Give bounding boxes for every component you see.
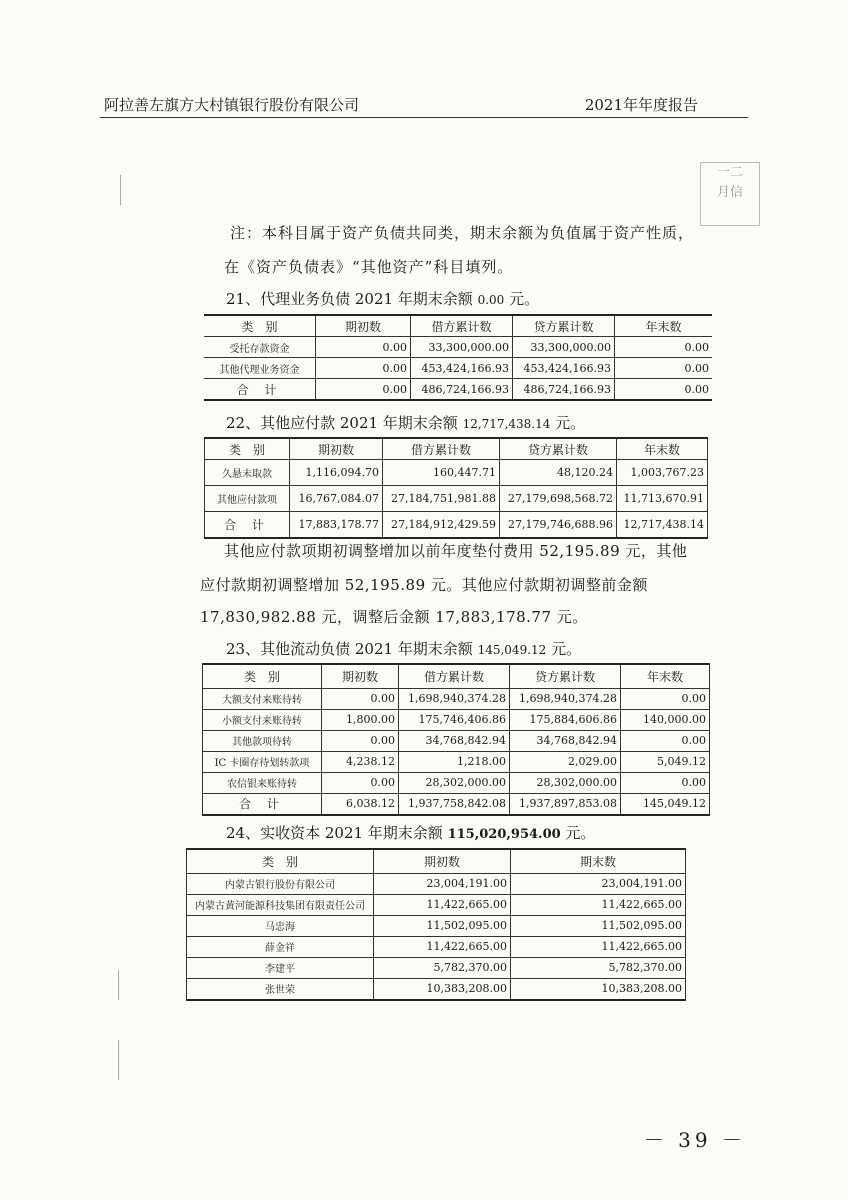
- heading-text: 24、实收资本 2021 年期末余额: [226, 824, 448, 842]
- col-header: 期初数: [322, 664, 399, 688]
- table-22: [204, 437, 708, 539]
- table-cell: 马忠海: [187, 915, 374, 936]
- table-total-row: [204, 379, 712, 401]
- table-total-row: [203, 793, 710, 815]
- table-23: [202, 663, 710, 816]
- table-cell: 27,184,912,429.59: [383, 512, 500, 538]
- table-row: [205, 460, 708, 486]
- table-cell: 5,049.12: [621, 751, 710, 772]
- section-21-heading: [226, 288, 539, 309]
- table-cell: 0.00: [322, 730, 399, 751]
- col-header: 借方累计数: [399, 664, 510, 688]
- table-cell: 6,038.12: [322, 793, 399, 815]
- table-cell: 5,782,370.00: [374, 957, 511, 978]
- section-23-heading: [226, 638, 581, 659]
- section-amount: 0.00: [477, 293, 505, 307]
- table-total-row: [205, 512, 708, 538]
- table-row: [187, 957, 686, 978]
- table-cell: 5,782,370.00: [511, 957, 686, 978]
- table-cell: 合 计: [203, 793, 322, 815]
- col-header: 期初数: [290, 438, 383, 460]
- col-header: 期初数: [374, 849, 511, 873]
- table-cell: 486,724,166.93: [411, 379, 513, 401]
- table-row: [205, 486, 708, 512]
- table-cell: 其他代理业务资金: [204, 358, 316, 379]
- col-header: 年末数: [615, 315, 713, 337]
- table-row: [204, 337, 712, 358]
- seal-stamp: [700, 162, 760, 226]
- table-cell: 其他应付款项: [205, 486, 290, 512]
- heading-text: 元。: [550, 414, 586, 432]
- table-row: [187, 894, 686, 915]
- table-cell: 1,800.00: [322, 709, 399, 730]
- col-header: 类 别: [187, 849, 374, 873]
- paragraph-line: 17,830,982.88 元，调整后金额 17,883,178.77 元。: [200, 608, 588, 626]
- table-cell: 大额支付来账待转: [203, 688, 322, 709]
- table-cell: 486,724,166.93: [513, 379, 615, 401]
- table-cell: 11,422,665.00: [511, 894, 686, 915]
- section-amount: 12,717,438.14: [462, 417, 551, 431]
- table-cell: 受托存款资金: [204, 337, 316, 358]
- table-cell: 0.00: [621, 730, 710, 751]
- table-cell: 34,768,842.94: [510, 730, 621, 751]
- table-cell: 农信银来账待转: [203, 772, 322, 793]
- table-cell: 28,302,000.00: [399, 772, 510, 793]
- table-cell: 0.00: [316, 379, 411, 401]
- col-header: 贷方累计数: [500, 438, 617, 460]
- table-cell: 11,713,670.91: [617, 486, 708, 512]
- section-amount: 145,049.12: [477, 643, 547, 657]
- table-cell: 1,218.00: [399, 751, 510, 772]
- page-number: － 39 －: [643, 1128, 746, 1152]
- header-company: 阿拉善左旗方大村镇银行股份有限公司: [104, 96, 360, 114]
- col-header: 贷方累计数: [513, 315, 615, 337]
- table-cell: 140,000.00: [621, 709, 710, 730]
- col-header: 期初数: [316, 315, 411, 337]
- table-cell: 薛金祥: [187, 936, 374, 957]
- table-cell: 4,238.12: [322, 751, 399, 772]
- heading-text: 22、其他应付款 2021 年期末余额: [226, 414, 463, 432]
- table-21: [204, 314, 712, 401]
- table-cell: IC 卡圈存待划转款项: [203, 751, 322, 772]
- scan-mark: [118, 970, 119, 1000]
- table-cell: 28,302,000.00: [510, 772, 621, 793]
- section-24-heading: [226, 822, 595, 843]
- heading-text: 元。: [560, 824, 596, 842]
- table-cell: 0.00: [316, 337, 411, 358]
- table-cell: 李建平: [187, 957, 374, 978]
- col-header: 类 别: [205, 438, 290, 460]
- section-amount: 115,020,954.00: [447, 827, 561, 842]
- table-cell: 10,383,208.00: [374, 978, 511, 1000]
- table-cell: 久悬未取款: [205, 460, 290, 486]
- table-cell: 0.00: [615, 337, 713, 358]
- table-cell: 1,937,758,842.08: [399, 793, 510, 815]
- note-line: 在《资产负债表》“其他资产”科目填列。: [224, 258, 514, 276]
- note-line: 注：本科目属于资产负债共同类，期末余额为负值属于资产性质，: [230, 224, 695, 242]
- table-cell: 10,383,208.00: [511, 978, 686, 1000]
- table-cell: 0.00: [615, 358, 713, 379]
- table-cell: 175,746,406.86: [399, 709, 510, 730]
- table-row: [187, 873, 686, 894]
- table-cell: 33,300,000.00: [513, 337, 615, 358]
- table-cell: 33,300,000.00: [411, 337, 513, 358]
- table-cell: 0.00: [322, 772, 399, 793]
- table-cell: 1,937,897,853.08: [510, 793, 621, 815]
- table-cell: 23,004,191.00: [511, 873, 686, 894]
- table-cell: 内蒙古黄河能源科技集团有限责任公司: [187, 894, 374, 915]
- table-cell: 11,422,665.00: [511, 936, 686, 957]
- table-row: [203, 730, 710, 751]
- table-cell: 1,003,767.23: [617, 460, 708, 486]
- scan-mark: [120, 175, 121, 205]
- section-22-heading: [226, 412, 585, 433]
- table-cell: 0.00: [316, 358, 411, 379]
- heading-text: 21、代理业务负债 2021 年期末余额: [226, 290, 478, 308]
- table-cell: 11,422,665.00: [374, 894, 511, 915]
- table-row: [187, 936, 686, 957]
- table-cell: 内蒙古银行股份有限公司: [187, 873, 374, 894]
- table-cell: 2,029.00: [510, 751, 621, 772]
- header-report-title: 2021年年度报告: [584, 96, 698, 114]
- table-cell: 145,049.12: [621, 793, 710, 815]
- table-cell: 0.00: [615, 379, 713, 401]
- heading-text: 元。: [504, 290, 540, 308]
- table-cell: 11,422,665.00: [374, 936, 511, 957]
- stamp-line: 一二: [716, 165, 743, 180]
- col-header: 年末数: [621, 664, 710, 688]
- table-cell: 小额支付来账待转: [203, 709, 322, 730]
- col-header: 类 别: [203, 664, 322, 688]
- table-cell: 0.00: [621, 772, 710, 793]
- col-header: 期末数: [511, 849, 686, 873]
- table-cell: 175,884,606.86: [510, 709, 621, 730]
- table-cell: 453,424,166.93: [411, 358, 513, 379]
- paragraph-line: 应付款期初调整增加 52,195.89 元。其他应付款期初调整前金额: [200, 576, 648, 594]
- table-24: [186, 848, 686, 1001]
- table-cell: 27,179,746,688.96: [500, 512, 617, 538]
- table-row: [203, 688, 710, 709]
- scan-mark: [118, 1040, 119, 1080]
- col-header: 类 别: [204, 315, 316, 337]
- table-cell: 23,004,191.00: [374, 873, 511, 894]
- table-cell: 27,179,698,568.72: [500, 486, 617, 512]
- col-header: 借方累计数: [411, 315, 513, 337]
- col-header: 贷方累计数: [510, 664, 621, 688]
- table-cell: 0.00: [322, 688, 399, 709]
- table-cell: 1,698,940,374.28: [399, 688, 510, 709]
- table-cell: 合 计: [204, 379, 316, 401]
- heading-text: 元。: [546, 640, 582, 658]
- table-cell: 453,424,166.93: [513, 358, 615, 379]
- table-cell: 1,116,094.70: [290, 460, 383, 486]
- table-cell: 0.00: [621, 688, 710, 709]
- table-cell: 其他款项待转: [203, 730, 322, 751]
- table-row: [203, 772, 710, 793]
- table-row: [204, 358, 712, 379]
- table-cell: 12,717,438.14: [617, 512, 708, 538]
- table-cell: 合 计: [205, 512, 290, 538]
- table-cell: 34,768,842.94: [399, 730, 510, 751]
- table-cell: 48,120.24: [500, 460, 617, 486]
- stamp-line: 月信: [716, 185, 743, 200]
- table-cell: 11,502,095.00: [511, 915, 686, 936]
- table-cell: 17,883,178.77: [290, 512, 383, 538]
- header-rule: [100, 117, 748, 118]
- table-row: [187, 915, 686, 936]
- paragraph-line: 其他应付款项期初调整增加以前年度垫付费用 52,195.89 元，其他: [224, 542, 688, 560]
- table-cell: 张世荣: [187, 978, 374, 1000]
- col-header: 年末数: [617, 438, 708, 460]
- table-row: [187, 978, 686, 1000]
- table-cell: 27,184,751,981.88: [383, 486, 500, 512]
- table-cell: 160,447.71: [383, 460, 500, 486]
- col-header: 借方累计数: [383, 438, 500, 460]
- heading-text: 23、其他流动负债 2021 年期末余额: [226, 640, 478, 658]
- table-cell: 1,698,940,374.28: [510, 688, 621, 709]
- table-cell: 16,767,084.07: [290, 486, 383, 512]
- table-row: [203, 709, 710, 730]
- table-cell: 11,502,095.00: [374, 915, 511, 936]
- table-row: [203, 751, 710, 772]
